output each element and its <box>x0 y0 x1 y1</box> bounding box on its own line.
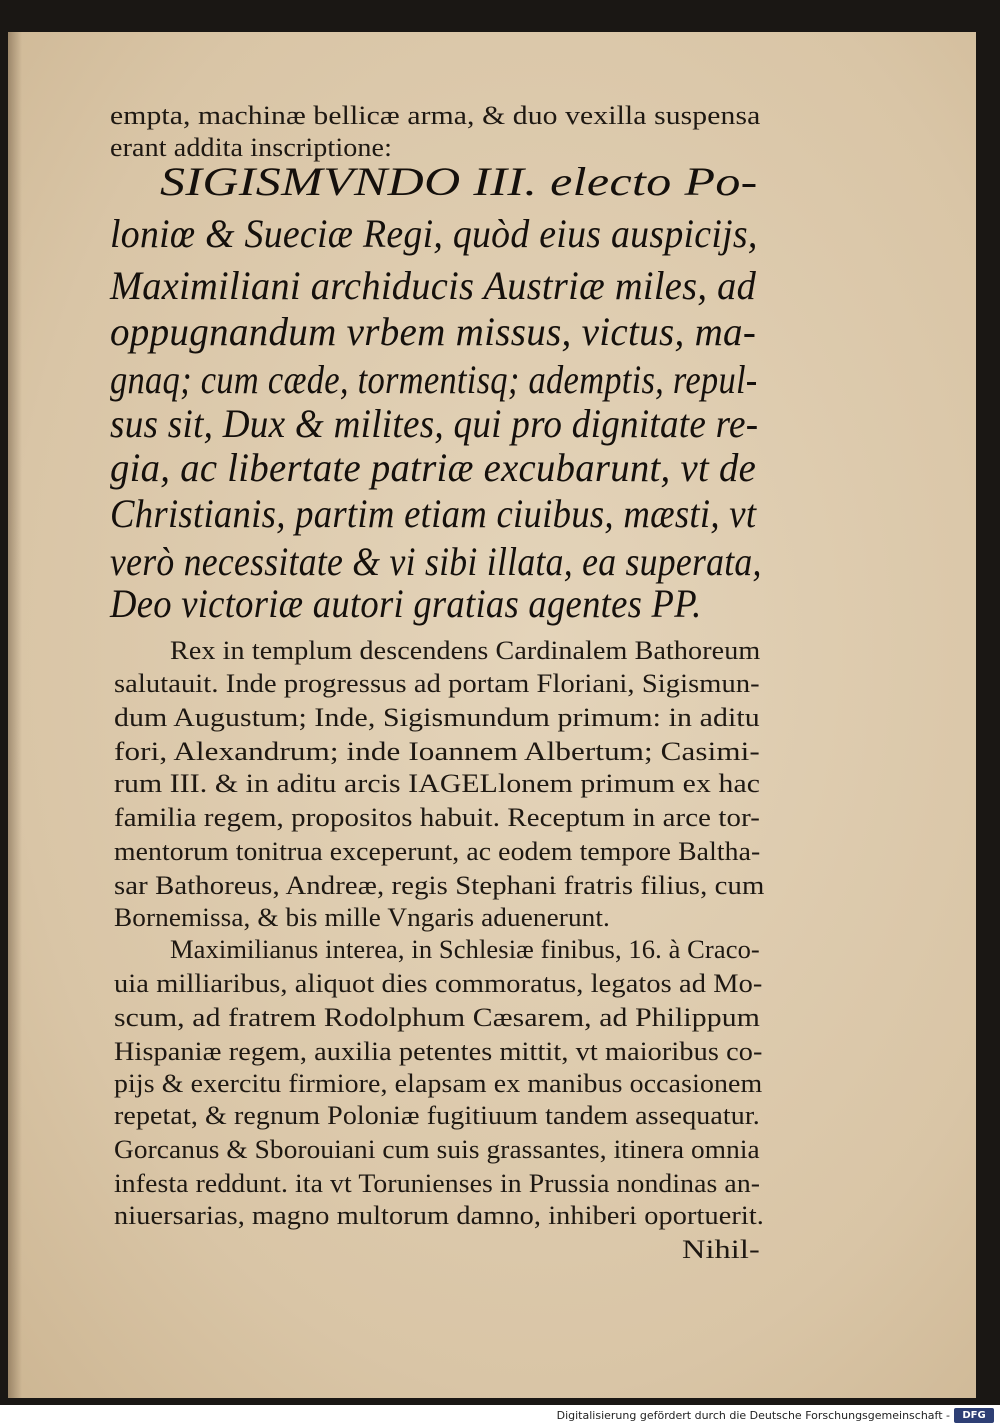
dfg-logo: DFG <box>954 1408 994 1423</box>
text-line: Hispaniæ regem, auxilia petentes mittit, vt maioribus co- <box>114 1036 763 1066</box>
text-line: Maximilianus interea, in Schlesiæ finibus, 16. à Craco- <box>170 934 760 964</box>
text-line: fori, Alexandrum; inde Ioannem Albertum; Casimi- <box>114 736 760 766</box>
text-line: familia regem, propositos habuit. Receptum in arce tor- <box>114 802 760 832</box>
inscription-line: Deo victoriæ autori gratias agentes PP. <box>110 581 702 626</box>
text-line: scum, ad fratrem Rodolphum Cæsarem, ad Philippum <box>114 1002 760 1032</box>
text-line: infesta reddunt. ita vt Torunienses in Prussia nondinas an- <box>114 1168 761 1198</box>
text-line: Gorcanus & Sborouiani cum suis grassantes, itinera omnia <box>114 1134 760 1164</box>
inscription-line: gnaq; cum cæde, tormentisq; ademptis, repul- <box>110 357 758 402</box>
inscription-line: Christianis, partim etiam ciuibus, mæsti, vt <box>110 491 757 536</box>
text-line: sar Bathoreus, Andreæ, regis Stephani fratris filius, cum <box>114 870 765 900</box>
text-line: rum III. & in aditu arcis IAGELlonem primum ex hac <box>114 768 761 798</box>
text-line: mentorum tonitrua exceperunt, ac eodem tempore Baltha- <box>114 836 761 866</box>
footer-credit: Digitalisierung gefördert durch die Deutsche Forschungsgemeinschaft - <box>556 1409 950 1422</box>
inscription-line: SIGISMVNDO III. electo Po- <box>160 159 758 204</box>
text-line: salutauit. Inde progressus ad portam Floriani, Sigismun- <box>114 668 760 698</box>
inscription-line: Maximiliani archiducis Austriæ miles, ad <box>110 263 757 308</box>
inscription-line: gia, ac libertate patriæ excubarunt, vt de <box>110 445 757 490</box>
inscription-line: verò necessitate & vi sibi illata, ea superata, <box>110 539 762 584</box>
text-line: dum Augustum; Inde, Sigismundum primum: in aditu <box>114 702 760 732</box>
text-line: repetat, & regnum Poloniæ fugitiuum tandem assequatur. <box>114 1100 760 1130</box>
text-line: uia milliaribus, aliquot dies commoratus, legatos ad Mo- <box>114 968 763 998</box>
catchword: Nihil- <box>682 1234 760 1264</box>
text-line: Bornemissa, & bis mille Vngaris aduenerunt. <box>114 902 610 932</box>
text-line: pijs & exercitu firmiore, elapsam ex manibus occasionem <box>114 1068 763 1098</box>
text-line: erant addita inscriptione: <box>110 132 393 162</box>
text-line: Rex in templum descendens Cardinalem Bathoreum <box>170 635 761 665</box>
inscription-line: loniœ & Sueciæ Regi, quòd eius auspicijs, <box>110 211 758 256</box>
digitization-footer <box>0 1405 1000 1427</box>
inscription-line: oppugnandum vrbem missus, victus, ma- <box>110 309 757 354</box>
page-gutter-shadow <box>8 32 22 1398</box>
inscription-line: sus sit, Dux & milites, qui pro dignitate re- <box>110 401 759 446</box>
text-line: niuersarias, magno multorum damno, inhiberi oportuerit. <box>114 1200 764 1230</box>
text-line: empta, machinæ bellicæ arma, & duo vexilla suspensa <box>110 100 761 130</box>
